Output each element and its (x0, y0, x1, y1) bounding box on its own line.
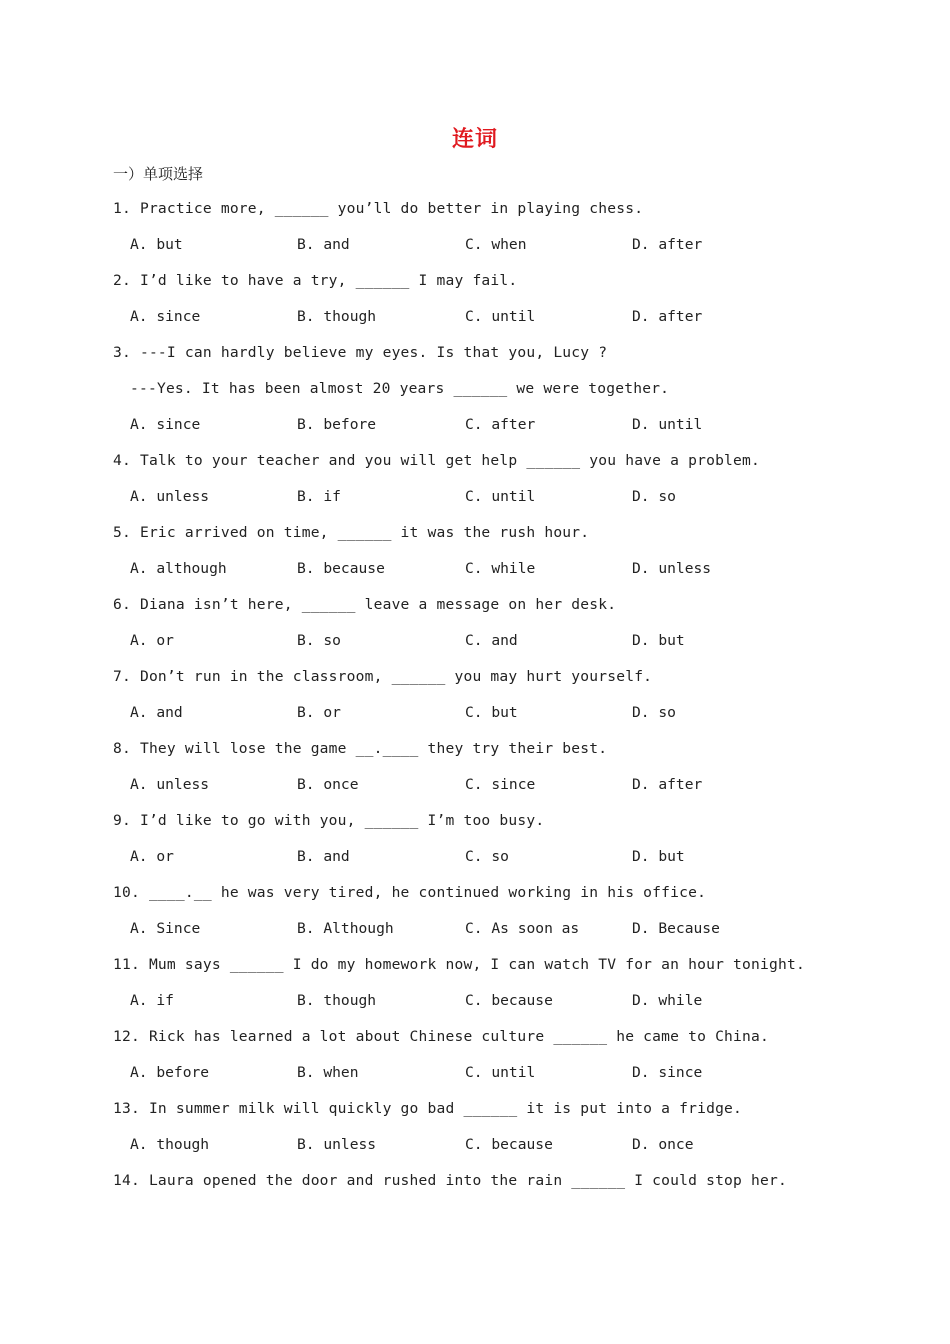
question-12-text: 12. Rick has learned a lot about Chinese culture ______ he came to China. (113, 1028, 769, 1045)
question-5-option-d: D. unless (632, 560, 712, 577)
question-10-option-b: B. Although (297, 920, 394, 937)
question-6-text: 6. Diana isn’t here, ______ leave a message on her desk. (113, 596, 617, 613)
question-8-option-a: A. unless (130, 776, 210, 793)
question-10-option-c: C. As soon as (465, 920, 580, 937)
page-title: 连词 (451, 127, 498, 152)
question-9-option-b: B. and (297, 848, 350, 865)
question-3-text: 3. ---I can hardly believe my eyes. Is that you, Lucy ? (113, 344, 608, 361)
question-3-text: ---Yes. It has been almost 20 years ______ we were together. (130, 380, 670, 397)
question-1-option-a: A. but (130, 236, 183, 253)
question-10-text: 10. ____.__ he was very tired, he continued working in his office. (113, 884, 707, 901)
question-8-option-d: D. after (632, 776, 703, 793)
question-4-option-a: A. unless (130, 488, 210, 505)
question-10-option-d: D. Because (632, 920, 720, 937)
question-13-text: 13. In summer milk will quickly go bad ______ it is put into a fridge. (113, 1100, 743, 1117)
question-11-option-d: D. while (632, 992, 703, 1009)
question-13-option-b: B. unless (297, 1136, 377, 1153)
question-12-option-a: A. before (130, 1064, 210, 1081)
question-1-text: 1. Practice more, ______ you’ll do better in playing chess. (113, 200, 644, 217)
question-9-option-d: D. but (632, 848, 685, 865)
question-3-option-d: D. until (632, 416, 703, 433)
question-1-option-b: B. and (297, 236, 350, 253)
question-9-option-c: C. so (465, 848, 509, 865)
question-5-option-a: A. although (130, 560, 227, 577)
question-2-option-a: A. since (130, 308, 201, 325)
question-7-option-c: C. but (465, 704, 518, 721)
question-4-option-d: D. so (632, 488, 676, 505)
question-13-option-d: D. once (632, 1136, 694, 1153)
question-10-option-a: A. Since (130, 920, 201, 937)
question-13-option-c: C. because (465, 1136, 553, 1153)
question-11-text: 11. Mum says ______ I do my homework now, I can watch TV for an hour tonight. (113, 956, 805, 973)
question-6-option-b: B. so (297, 632, 341, 649)
question-1-option-d: D. after (632, 236, 703, 253)
question-8-option-c: C. since (465, 776, 536, 793)
question-5-text: 5. Eric arrived on time, ______ it was the rush hour. (113, 524, 590, 541)
question-11-option-c: C. because (465, 992, 553, 1009)
section-heading: 一）单项选择 (113, 165, 204, 183)
question-12-option-b: B. when (297, 1064, 359, 1081)
question-8-option-b: B. once (297, 776, 359, 793)
question-7-text: 7. Don’t run in the classroom, ______ you may hurt yourself. (113, 668, 653, 685)
question-3-option-b: B. before (297, 416, 377, 433)
question-6-option-d: D. but (632, 632, 685, 649)
question-2-option-b: B. though (297, 308, 377, 325)
question-12-option-c: C. until (465, 1064, 536, 1081)
question-8-text: 8. They will lose the game __.____ they try their best. (113, 740, 608, 757)
question-2-option-c: C. until (465, 308, 536, 325)
question-6-option-c: C. and (465, 632, 518, 649)
question-5-option-b: B. because (297, 560, 385, 577)
question-5-option-c: C. while (465, 560, 536, 577)
question-9-text: 9. I’d like to go with you, ______ I’m too busy. (113, 812, 545, 829)
question-2-text: 2. I’d like to have a try, ______ I may fail. (113, 272, 518, 289)
question-9-option-a: A. or (130, 848, 174, 865)
question-7-option-b: B. or (297, 704, 341, 721)
question-14-text: 14. Laura opened the door and rushed into the rain ______ I could stop her. (113, 1172, 787, 1189)
question-4-option-c: C. until (465, 488, 536, 505)
question-4-option-b: B. if (297, 488, 341, 505)
question-2-option-d: D. after (632, 308, 703, 325)
question-11-option-b: B. though (297, 992, 377, 1009)
question-3-option-a: A. since (130, 416, 201, 433)
question-3-option-c: C. after (465, 416, 536, 433)
question-7-option-a: A. and (130, 704, 183, 721)
question-1-option-c: C. when (465, 236, 527, 253)
question-7-option-d: D. so (632, 704, 676, 721)
question-11-option-a: A. if (130, 992, 174, 1009)
question-12-option-d: D. since (632, 1064, 703, 1081)
question-13-option-a: A. though (130, 1136, 210, 1153)
question-4-text: 4. Talk to your teacher and you will get help ______ you have a problem. (113, 452, 761, 469)
question-6-option-a: A. or (130, 632, 174, 649)
